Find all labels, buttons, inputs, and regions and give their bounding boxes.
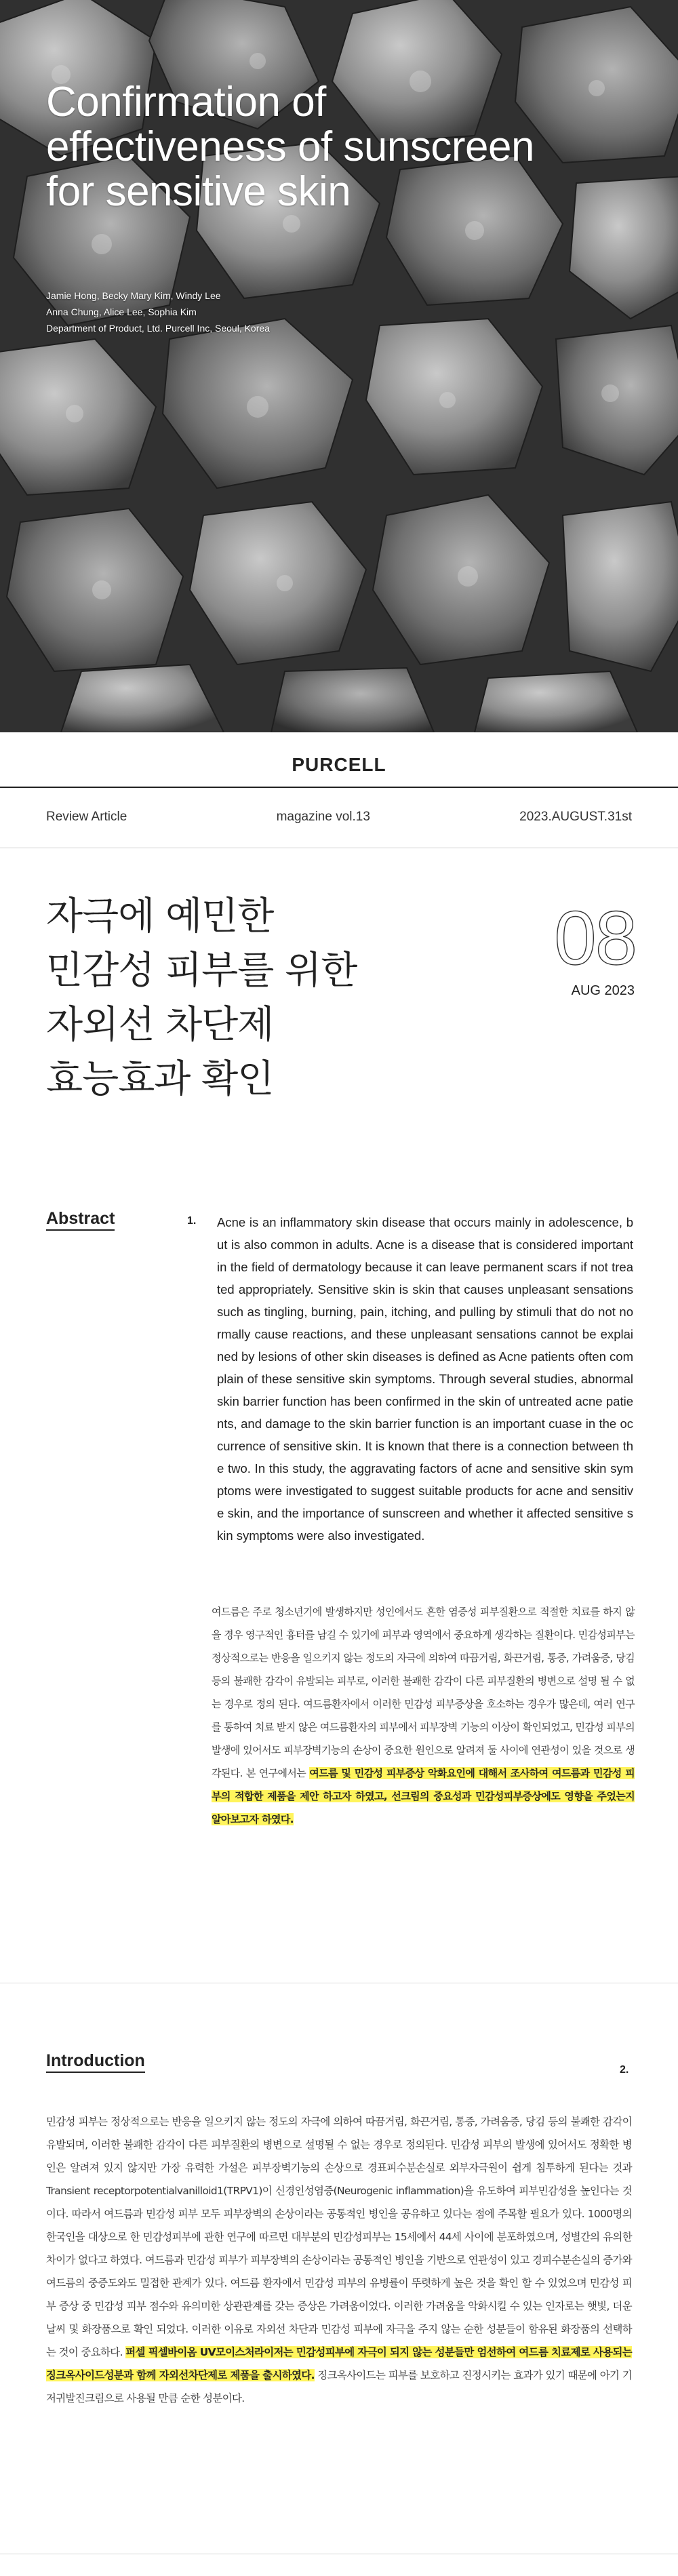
introduction-heading: Introduction (46, 2050, 145, 2073)
brand-logo[interactable]: PURCELL (292, 754, 386, 775)
highlighted-text: 여드름 및 민감성 피부증상 악화요인에 대해서 조사하여 여드름과 민감성 피부의 적합한 제품을 제안 하고자 하였고, 선크림의 중요성과 민감성피부증상에도 영향을 주었는지 알아보고자 하였다. (212, 1767, 635, 1825)
highlighted-text: 퍼셀 픽셀바이옴 UV모이스처라이저는 민감성피부에 자극이 되지 않는 성분들만 엄선하여 여드름 치료제로 사용되는 징크옥사이드성분과 함께 자외선차단제로 제품을 출시하였다. (46, 2346, 632, 2381)
hero-title (46, 80, 643, 214)
abstract-korean (212, 1600, 635, 1831)
introduction-body (46, 2110, 632, 2410)
section-number: 1. (187, 1215, 197, 1227)
publish-date: 2023.AUGUST.31st (519, 810, 632, 824)
issue-date: AUG 2023 (571, 983, 635, 998)
korean-title-line: 효능효과 확인 (46, 1057, 274, 1101)
meta-bar (46, 787, 632, 848)
introduction-text: 민감성 피부는 정상적으로는 반응을 일으키지 않는 정도의 자극에 의하여 따끔거림, 화끈거림, 통증, 가려움증, 당김 등의 불쾌한 감각이 유발되며, 이러한 불쾌한 감각이 다른 피부질환의 병변으로 설명될 수 없는 경우로 정의된다. 민감성 피부의 발생에 있어서도 정확한 병인은 알려져 있지 않지만 가장 유력한 가설은 피부장벽기능의 손상으로 경표피수분손실로 외부자극원이 쉽게 침투하게 된다는 것과Transient receptorpotentialvanilloid1(TRPV1)이 신경인성염증(Neurogenic inflammation)을 유도하여 피부민감성을 높인다는 것이다. 따라서 여드름과 민감성 피부 모두 피부장벽의 손상이라는 공통적인 병인을 공유하고 있다는 점에 주목할 필요가 있다. 1000명의 한국인을 대상으로 한 민감성피부에 관한 연구에 따르면 대부분의 민감성피부는 15세에서 44세 사이에 분포하였으며, 성별간의 유의한 차이가 없다고 하였다. 여드름과 민감성 피부가 피부장벽의 손상이라는 공통적인 병인을 기반으로 연관성이 있고 경피수분손실의 증가와 여드름의 중증도와도 밀접한 관계가 있다. 여드름 환자에서 민감성 피부의 유병률이 뚜렷하게 높은 것을 확인 할 수 있었으며 민감성 피부 증상 중 민감성 피부 점수와 유의미한 상관관계를 갖는 증상은 가려움이었다. 이러한 가려움을 악화시킬 수 있는 인자로는 햇빛, 더운 날씨 및 화장품으로 확인 되었다. 이러한 이유로 자외선 차단과 민감성 피부에 자극을 주지 않는 순한 성분들이 함유된 화장품의 선택하는 것이 중요하다. (46, 2116, 632, 2358)
abstract-heading: Abstract (46, 1208, 115, 1231)
author-line: Anna Chung, Alice Lee, Sophia Kim (46, 306, 197, 317)
brand-bar (0, 732, 678, 788)
korean-title (46, 890, 466, 1107)
abstract-english: Acne is an inflammatory skin disease that occurs mainly in adolescence, but is also common in adults. Acne is a disease that is considered important in the field of dermatology because it can leave permanent scars if not treated appropriately. Sensitive skin is skin that causes unpleasant sensations such as tingling, burning, pain, itching, and pulling by stimuli that do not normally cause reactions, and these unpleasant sensations cannot be explained by lesions of other skin diseases is defined as Acne patients often complain of these sensitive skin symptoms. Through several studies, abnormal skin barrier function has been confirmed in the skin of untreated acne patients, and damage to the skin barrier function is an important cuase in the occurrence of sensitive skin. It is known that there is a connection between the two. In this study, the aggravating factors of acne and sensitive skin symptoms were investigated to suggest suitable products for acne and sensitive skin, and the importance of sunscreen and whether it affected sensitive skin symptoms were also investigated. (217, 1215, 633, 1543)
korean-title-line: 자극에 예민한 (46, 894, 274, 938)
issue-number: 08 (554, 896, 636, 980)
abstract-korean-text: 여드름은 주로 청소년기에 발생하지만 성인에서도 흔한 염증성 피부질환으로 적절한 치료를 하지 않을 경우 영구적인 흉터를 남길 수 있기에 피부과 영역에서 중요하게 생각하는 질환이다. 민감성피부는 정상적으로는 반응을 일으키지 않는 정도의 자극에 의하여 따끔거림, 화끈거림, 통증, 가려움증, 당김 등의 불쾌한 감각이 유발되는 피부로, 이러한 불쾌한 감각이 다른 피부질환의 병변으로 설명 될 수 없는 경우로 정의 된다. 여드름환자에서 이러한 민감성 피부증상을 호소하는 경우가 많은데, 여러 연구를 통하여 치료 받지 않은 여드름환자의 피부에서 피부장벽 기능의 이상이 확인되었고, 민감성 피부의 발생에 있어서도 피부장벽기능의 손상이 중요한 원인으로 알려져 둘 사이에 연관성이 있을 것으로 생각된다. 본 연구에서는 (212, 1606, 635, 1779)
korean-title-line: 자외선 차단제 (46, 1003, 274, 1047)
hero-banner (0, 0, 678, 732)
author-affiliation: Department of Product, Ltd. Purcell Inc, Seoul, Korea (46, 323, 270, 334)
korean-title-line: 민감성 피부를 위한 (46, 949, 357, 993)
section-number: 2. (620, 2064, 629, 2076)
author-list (46, 288, 453, 336)
author-line: Jamie Hong, Becky Mary Kim, Windy Lee (46, 290, 221, 301)
article-category: Review Article (46, 810, 127, 824)
magazine-volume: magazine vol.13 (276, 810, 370, 824)
hero-title-line: Confirmation of (46, 79, 326, 125)
hero-title-line: for sensitive skin (46, 168, 351, 215)
introduction-text-tail: 징크옥사이드는 피부를 보호하고 진정시키는 효과가 있기 때문에 아기 기저귀발진크림으로 사용될 만큼 순한 성분이다. (46, 2369, 633, 2404)
hero-title-line: effectiveness of sunscreen (46, 123, 534, 170)
